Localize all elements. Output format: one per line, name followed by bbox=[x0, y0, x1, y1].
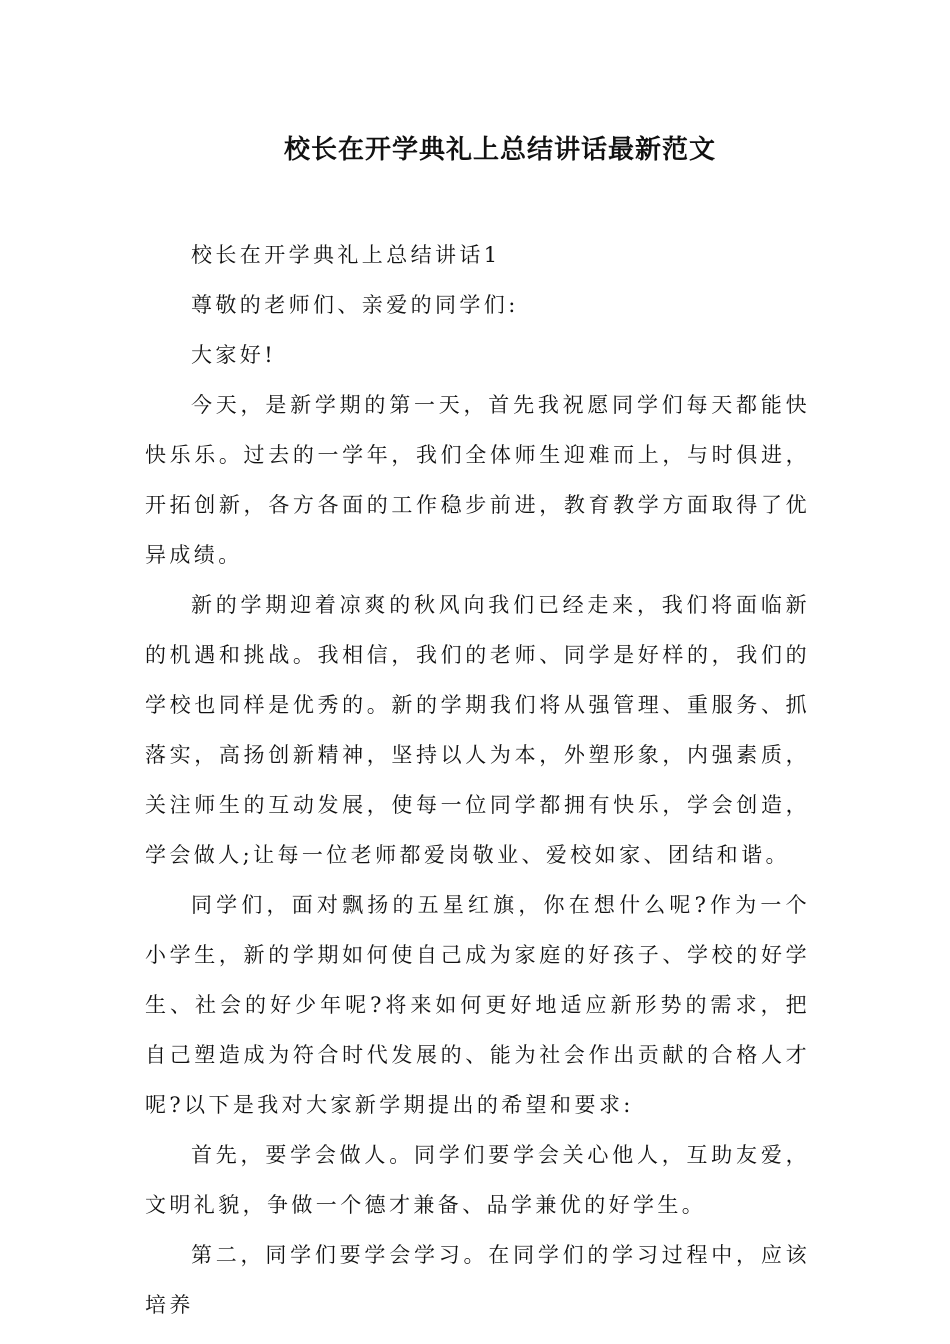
body-paragraph: 新的学期迎着凉爽的秋风向我们已经走来，我们将面临新的机遇和挑战。我相信，我们的老师、同学是好样的，我们的学校也同样是优秀的。新的学期我们将从强管理、重服务、抓落实，高扬创新精神，坚持以人为本，外塑形象，内强素质，关注师生的互动发展，使每一位同学都拥有快乐，学会创造，学会做人;让每一位老师都爱岗敬业、爱校如家、团结和谐。 bbox=[145, 593, 810, 867]
section-heading: 校长在开学典礼上总结讲话1 bbox=[191, 243, 501, 267]
body-paragraph: 第二，同学们要学会学习。在同学们的学习过程中，应该培养 bbox=[145, 1243, 810, 1317]
document-title: 校长在开学典礼上总结讲话最新范文 bbox=[283, 135, 716, 165]
body-paragraph: 今天，是新学期的第一天，首先我祝愿同学们每天都能快快乐乐。过去的一学年，我们全体师生迎难而上，与时俱进，开拓创新，各方各面的工作稳步前进，教育教学方面取得了优异成绩。 bbox=[145, 393, 810, 567]
document-body bbox=[145, 230, 810, 1330]
salutation: 尊敬的老师们、亲爱的同学们: bbox=[191, 293, 519, 317]
body-paragraph: 同学们，面对飘扬的五星红旗，你在想什么呢?作为一个小学生，新的学期如何使自己成为家庭的好孩子、学校的好学生、社会的好少年呢?将来如何更好地适应新形势的需求，把自己塑造成为符合时代发展的、能为社会作出贡献的合格人才呢?以下是我对大家新学期提出的希望和要求: bbox=[145, 893, 810, 1117]
body-paragraph: 首先，要学会做人。同学们要学会关心他人，互助友爱，文明礼貌，争做一个德才兼备、品学兼优的好学生。 bbox=[145, 1143, 810, 1217]
greeting: 大家好! bbox=[191, 343, 277, 367]
